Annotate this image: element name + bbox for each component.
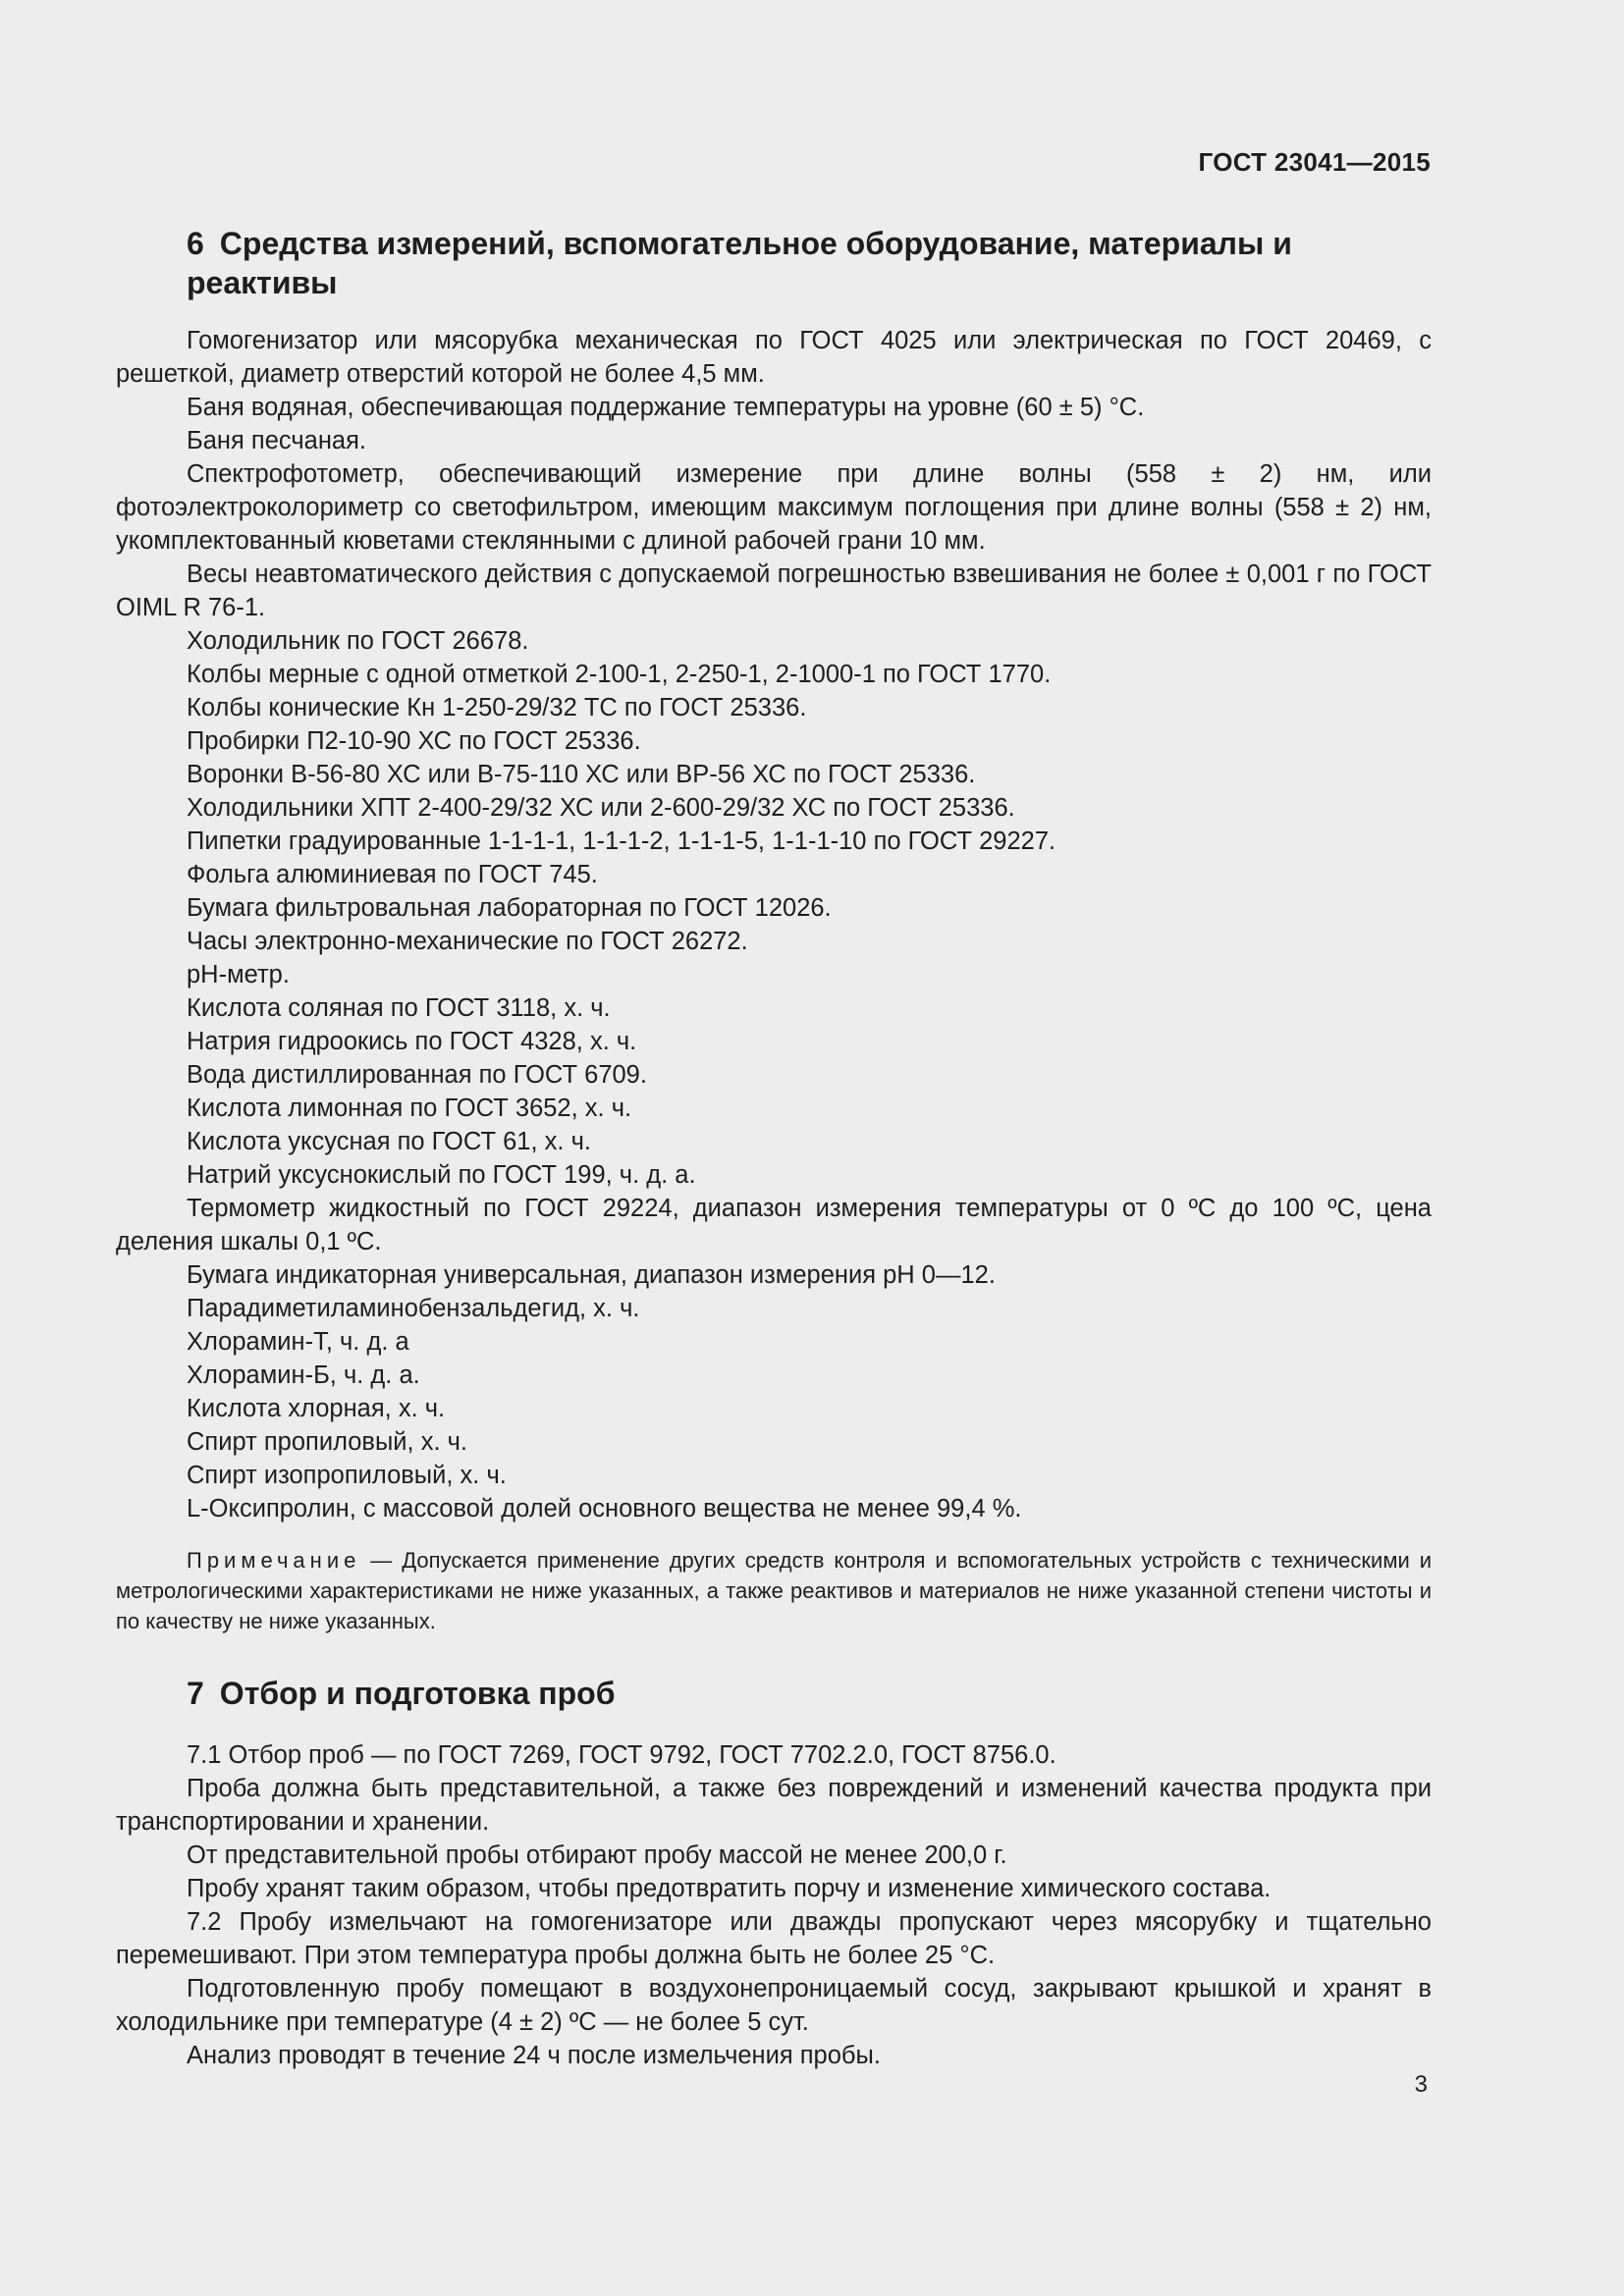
- paragraph: Холодильники ХПТ 2-400-29/32 ХС или 2-600-29/32 ХС по ГОСТ 25336.: [187, 794, 1015, 822]
- page-content: [116, 224, 1432, 2072]
- paragraph: Натрия гидроокись по ГОСТ 4328, х. ч.: [187, 1028, 637, 1055]
- paragraph: Пробирки П2-10-90 ХС по ГОСТ 25336.: [187, 727, 641, 755]
- paragraph: Весы неавтоматического действия с допускаемой погрешностью взвешивания не более ± 0,001 г по ГОСТ OIML R 76-1.: [116, 561, 1432, 621]
- section-7-title: Отбор и подготовка проб: [219, 1676, 616, 1711]
- paragraph: От представительной пробы отбирают пробу массой не менее 200,0 г.: [187, 1842, 1007, 1869]
- paragraph: Проба должна быть представительной, а также без повреждений и изменений качества продукта при транспортировании и хранении.: [116, 1775, 1432, 1836]
- paragraph: Пипетки градуированные 1-1-1-1, 1-1-1-2, 1-1-1-5, 1-1-1-10 по ГОСТ 29227.: [187, 828, 1056, 855]
- paragraph: Кислота хлорная, х. ч.: [187, 1395, 446, 1422]
- paragraph: Анализ проводят в течение 24 ч после измельчения пробы.: [187, 2042, 881, 2069]
- paragraph: Натрий уксуснокислый по ГОСТ 199, ч. д. а.: [187, 1161, 696, 1189]
- paragraph: Гомогенизатор или мясорубка механическая по ГОСТ 4025 или электрическая по ГОСТ 20469, с решеткой, диаметр отверстий которой не более 4,5 мм.: [116, 327, 1432, 388]
- section-6-heading: [116, 224, 1432, 302]
- section-7-number: 7: [187, 1676, 204, 1711]
- section-6-items: [116, 324, 1432, 1525]
- paragraph: Спирт пропиловый, х. ч.: [187, 1428, 468, 1456]
- note-text: — Допускается применение других средств контроля и вспомогательных устройств с техническими и метрологическими характеристиками не ниже указанных, а также реактивов и материалов не ниже указанной степени чистоты и по качеству не ниже указанных.: [116, 1548, 1432, 1633]
- paragraph: Баня водяная, обеспечивающая поддержание температуры на уровне (60 ± 5) °С.: [187, 394, 1145, 421]
- document-id: ГОСТ 23041—2015: [1198, 147, 1431, 177]
- note-label: Примечание: [187, 1548, 361, 1573]
- section-7-heading: [116, 1674, 1432, 1713]
- paragraph: Воронки В-56-80 ХС или В-75-110 ХС или ВР-56 ХС по ГОСТ 25336.: [187, 761, 976, 788]
- paragraph: Спектрофотометр, обеспечивающий измерение при длине волны (558 ± 2) нм, или фотоэлектроколориметр со светофильтром, имеющим максимум поглощения при длине волны (558 ± 2) нм, укомплектованный кюветами стеклянными с длиной рабочей грани 10 мм.: [116, 460, 1432, 555]
- paragraph: Спирт изопропиловый, х. ч.: [187, 1462, 507, 1489]
- paragraph: Колбы мерные с одной отметкой 2-100-1, 2-250-1, 2-1000-1 по ГОСТ 1770.: [187, 661, 1052, 688]
- paragraph: Часы электронно-механические по ГОСТ 26272.: [187, 928, 748, 955]
- paragraph: Бумага индикаторная универсальная, диапазон измерения рН 0—12.: [187, 1261, 996, 1289]
- paragraph: Вода дистиллированная по ГОСТ 6709.: [187, 1061, 647, 1089]
- paragraph: Холодильник по ГОСТ 26678.: [187, 627, 529, 655]
- paragraph: Бумага фильтровальная лабораторная по ГОСТ 12026.: [187, 894, 832, 922]
- paragraph: Баня песчаная.: [187, 427, 366, 454]
- paragraph: Фольга алюминиевая по ГОСТ 745.: [187, 861, 598, 888]
- paragraph: L-Оксипролин, с массовой долей основного вещества не менее 99,4 %.: [187, 1495, 1022, 1522]
- note: [116, 1545, 1432, 1636]
- paragraph: Кислота соляная по ГОСТ 3118, х. ч.: [187, 994, 611, 1022]
- paragraph: 7.2 Пробу измельчают на гомогенизаторе или дважды пропускают через мясорубку и тщательно перемешивают. При этом температура пробы должна быть не более 25 °С.: [116, 1908, 1432, 1969]
- paragraph: Пробу хранят таким образом, чтобы предотвратить порчу и изменение химического состава.: [187, 1875, 1272, 1902]
- paragraph: Кислота уксусная по ГОСТ 61, х. ч.: [187, 1128, 591, 1155]
- paragraph: Кислота лимонная по ГОСТ 3652, х. ч.: [187, 1095, 632, 1122]
- paragraph: рН-метр.: [187, 961, 290, 988]
- paragraph: Термометр жидкостный по ГОСТ 29224, диапазон измерения температуры от 0 ºС до 100 ºС, цена деления шкалы 0,1 ºС.: [116, 1195, 1432, 1255]
- page-number: 3: [1414, 2071, 1428, 2098]
- paragraph: 7.1 Отбор проб — по ГОСТ 7269, ГОСТ 9792, ГОСТ 7702.2.0, ГОСТ 8756.0.: [187, 1741, 1056, 1769]
- section-6-title: Средства измерений, вспомогательное оборудование, материалы и реактивы: [187, 226, 1292, 300]
- paragraph: Подготовленную пробу помещают в воздухонепроницаемый сосуд, закрывают крышкой и хранят в холодильнике при температуре (4 ± 2) ºС — не более 5 сут.: [116, 1975, 1432, 2036]
- paragraph: Хлорамин-Т, ч. д. а: [187, 1328, 409, 1356]
- section-7-items: [116, 1738, 1432, 2072]
- section-6-number: 6: [187, 226, 204, 261]
- paragraph: Парадиметиламинобензальдегид, х. ч.: [187, 1295, 640, 1322]
- paragraph: Хлорамин-Б, ч. д. а.: [187, 1362, 420, 1389]
- paragraph: Колбы конические Кн 1-250-29/32 ТС по ГОСТ 25336.: [187, 694, 807, 721]
